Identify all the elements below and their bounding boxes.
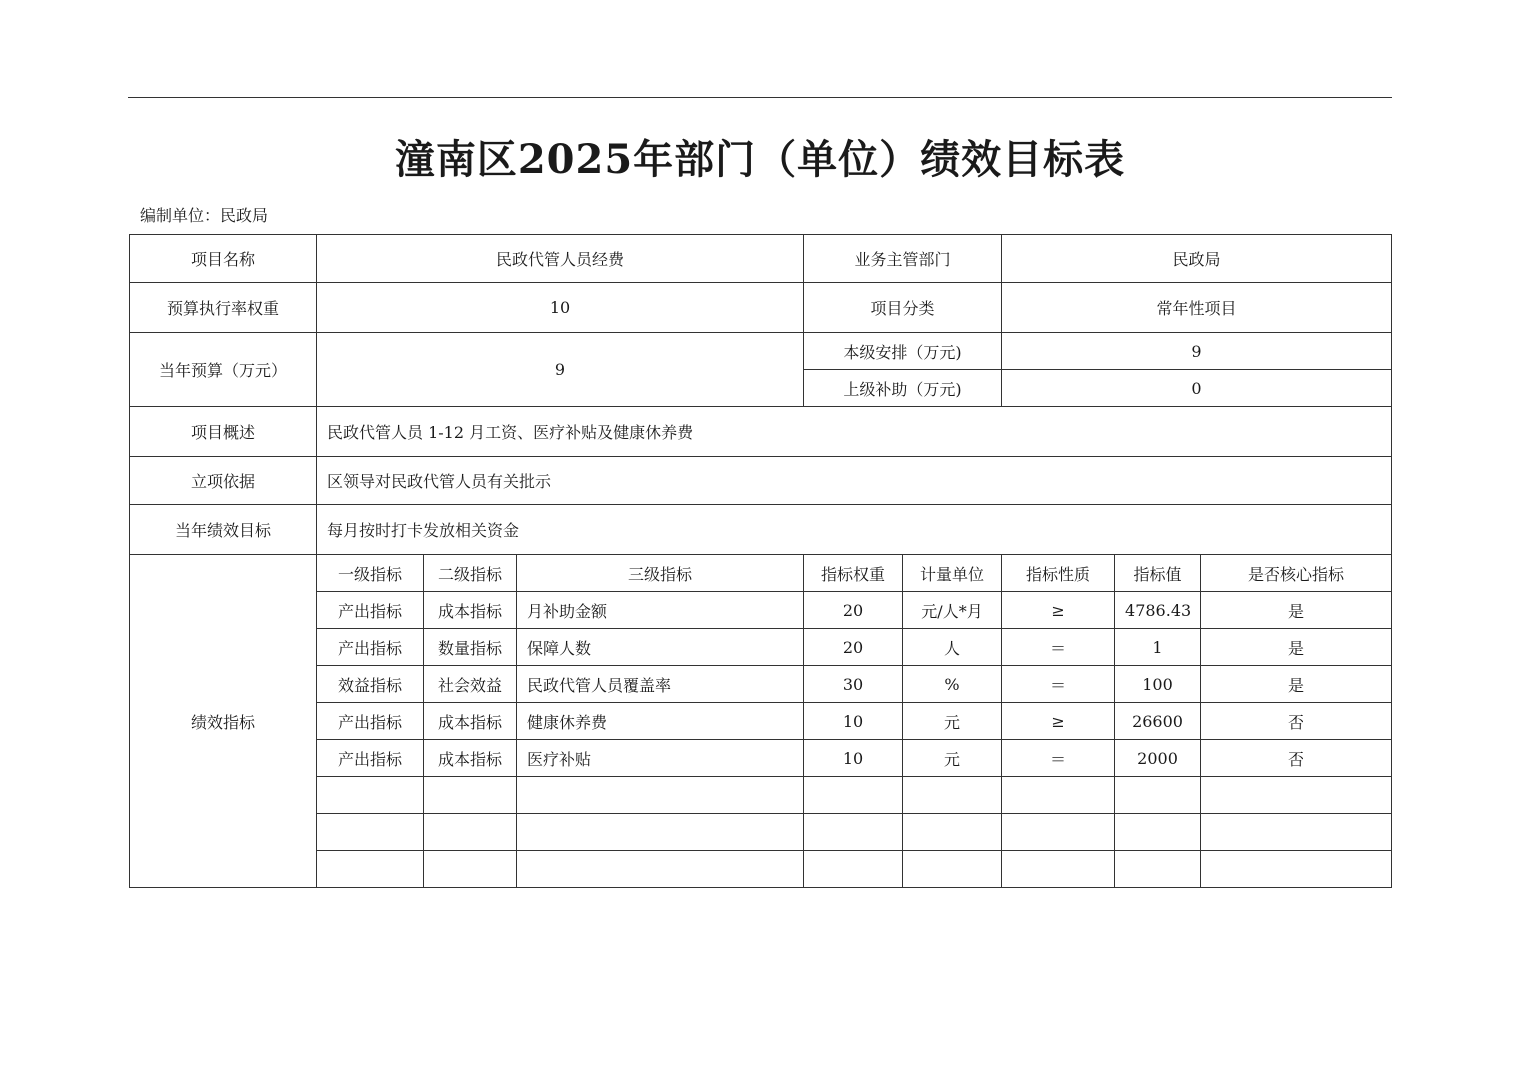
indicator-value: 100 (1115, 666, 1201, 703)
indicator-level3 (517, 851, 804, 888)
indicator-level1 (317, 814, 424, 851)
indicator-value (1115, 851, 1201, 888)
indicator-level3: 保障人数 (517, 629, 804, 666)
indicator-core (1201, 814, 1392, 851)
goal-label: 当年绩效目标 (130, 505, 317, 555)
indicator-weight: 10 (804, 703, 903, 740)
indicator-core: 是 (1201, 629, 1392, 666)
project-name-value: 民政代管人员经费 (317, 235, 804, 283)
indicator-level2: 成本指标 (424, 740, 517, 777)
budget-label: 当年预算（万元） (130, 333, 317, 407)
upper-label: 上级补助（万元) (804, 370, 1002, 407)
indicator-row-empty (130, 814, 1392, 851)
dept-label: 业务主管部门 (804, 235, 1002, 283)
local-value: 9 (1002, 333, 1392, 370)
indicator-header-row (130, 555, 1392, 592)
row-project-name (130, 235, 1392, 283)
indicator-nature: ≥ (1002, 703, 1115, 740)
indicator-weight (804, 777, 903, 814)
indicator-weight: 10 (804, 740, 903, 777)
indicator-unit (903, 814, 1002, 851)
indicator-value (1115, 814, 1201, 851)
indicator-row (130, 666, 1392, 703)
indicator-unit: 元 (903, 740, 1002, 777)
indicator-nature (1002, 851, 1115, 888)
overview-value: 民政代管人员 1-12 月工资、医疗补贴及健康休养费 (317, 407, 1392, 457)
indicator-unit: % (903, 666, 1002, 703)
row-overview (130, 407, 1392, 457)
indicator-core: 是 (1201, 592, 1392, 629)
row-goal (130, 505, 1392, 555)
indicator-weight (804, 851, 903, 888)
indicator-value: 26600 (1115, 703, 1201, 740)
header-weight: 指标权重 (804, 555, 903, 592)
goal-value: 每月按时打卡发放相关资金 (317, 505, 1392, 555)
indicator-nature: ＝ (1002, 629, 1115, 666)
indicator-row (130, 740, 1392, 777)
header-level1: 一级指标 (317, 555, 424, 592)
indicator-level2: 成本指标 (424, 592, 517, 629)
overview-label: 项目概述 (130, 407, 317, 457)
indicator-unit: 人 (903, 629, 1002, 666)
indicators-label: 绩效指标 (130, 555, 317, 888)
indicator-unit: 元/人*月 (903, 592, 1002, 629)
header-core: 是否核心指标 (1201, 555, 1392, 592)
header-value: 指标值 (1115, 555, 1201, 592)
performance-target-table (129, 234, 1392, 888)
indicator-level2: 数量指标 (424, 629, 517, 666)
indicator-level3 (517, 777, 804, 814)
indicator-level2 (424, 777, 517, 814)
indicator-unit (903, 777, 1002, 814)
indicator-nature: ＝ (1002, 666, 1115, 703)
local-label: 本级安排（万元) (804, 333, 1002, 370)
org-line: 编制单位：民政局 (140, 206, 269, 225)
indicator-level3: 民政代管人员覆盖率 (517, 666, 804, 703)
indicator-level1 (317, 851, 424, 888)
indicator-level1 (317, 777, 424, 814)
indicator-core: 否 (1201, 703, 1392, 740)
header-nature: 指标性质 (1002, 555, 1115, 592)
dept-value: 民政局 (1002, 235, 1392, 283)
indicator-level3: 医疗补贴 (517, 740, 804, 777)
indicator-core (1201, 777, 1392, 814)
page-title: 潼南区2025年部门（单位）绩效目标表 (394, 136, 1126, 183)
indicator-level3 (517, 814, 804, 851)
category-label: 项目分类 (804, 283, 1002, 333)
indicator-level3: 健康休养费 (517, 703, 804, 740)
indicator-unit (903, 851, 1002, 888)
project-name-label: 项目名称 (130, 235, 317, 283)
header-unit: 计量单位 (903, 555, 1002, 592)
indicator-weight: 30 (804, 666, 903, 703)
indicator-nature (1002, 814, 1115, 851)
indicator-nature (1002, 777, 1115, 814)
indicator-row (130, 703, 1392, 740)
indicator-core: 是 (1201, 666, 1392, 703)
indicator-level2: 社会效益 (424, 666, 517, 703)
exec-weight-label: 预算执行率权重 (130, 283, 317, 333)
row-exec-weight (130, 283, 1392, 333)
indicator-level2 (424, 814, 517, 851)
indicator-weight (804, 814, 903, 851)
basis-label: 立项依据 (130, 457, 317, 505)
indicator-row-empty (130, 851, 1392, 888)
indicator-value (1115, 777, 1201, 814)
indicator-row-empty (130, 777, 1392, 814)
indicator-level1: 产出指标 (317, 740, 424, 777)
header-level2: 二级指标 (424, 555, 517, 592)
indicator-nature: ＝ (1002, 740, 1115, 777)
row-budget-local (130, 333, 1392, 370)
indicator-core (1201, 851, 1392, 888)
indicator-unit: 元 (903, 703, 1002, 740)
indicator-core: 否 (1201, 740, 1392, 777)
indicator-value: 4786.43 (1115, 592, 1201, 629)
indicator-row (130, 592, 1392, 629)
indicator-level1: 效益指标 (317, 666, 424, 703)
indicator-level1: 产出指标 (317, 592, 424, 629)
exec-weight-value: 10 (317, 283, 804, 333)
indicator-weight: 20 (804, 629, 903, 666)
indicator-nature: ≥ (1002, 592, 1115, 629)
indicator-value: 2000 (1115, 740, 1201, 777)
indicator-row (130, 629, 1392, 666)
indicator-level1: 产出指标 (317, 629, 424, 666)
indicator-level3: 月补助金额 (517, 592, 804, 629)
indicator-value: 1 (1115, 629, 1201, 666)
indicator-level2 (424, 851, 517, 888)
row-basis (130, 457, 1392, 505)
indicator-level1: 产出指标 (317, 703, 424, 740)
top-rule (128, 97, 1392, 98)
header-level3: 三级指标 (517, 555, 804, 592)
category-value: 常年性项目 (1002, 283, 1392, 333)
upper-value: 0 (1002, 370, 1392, 407)
indicator-level2: 成本指标 (424, 703, 517, 740)
basis-value: 区领导对民政代管人员有关批示 (317, 457, 1392, 505)
budget-value: 9 (317, 333, 804, 407)
indicator-weight: 20 (804, 592, 903, 629)
